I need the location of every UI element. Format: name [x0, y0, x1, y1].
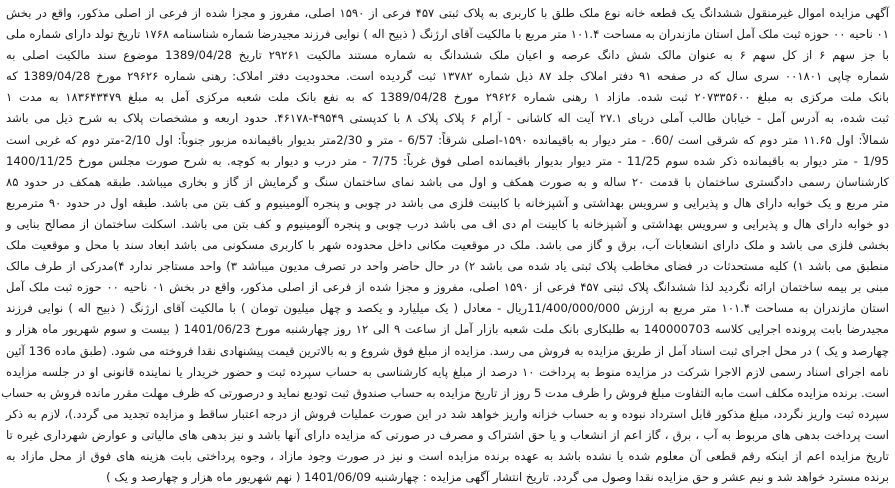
notice-line: شماره چاپی ۰۰۱۸۰۱ سری سال که در صفحه ۹۱ دفتر املاک جلد ۸۷ ذیل شماره ۱۳۷۸۲ ثبت گردیده است. محدودیت دفتر املاک: رهنی شماره ۲۹۶۲۶ مورخ 1389/04/28 که [6, 69, 889, 84]
notice-line: چهارصد و یک ) در محل اجرای ثبت اسناد آمل از طریق مزایده به فروش می رسد. مزایده از مبلغ فوق شروع و به بالاترین قیمت پیشنهادی نقدا فروخته می شود. (طبق ماده 136 آئین [6, 343, 889, 358]
notice-line: مبنی بر بیمه ساختمان ارائه نگردید لذا ششدانگ پلاک ثبتی ۴۵۷ فرعی از ۱۵۹۰ اصلی، مفروز و مجزا شده از فرعی از اصلی مذکور، واقع در بخش ۰۱ ناحیه ۰۰ حوزه ثبت ملک آمل [6, 280, 889, 295]
notice-line: بانک ملت مرکزی به مبلغ ۲۰۷۳۳۵۶۰۰ ثبت شده. مازاد ۱ رهنی شماره ۲۹۶۲۶ مورخ 1389/04/28 که به نفع بانک ملت شعبه مرکزی آمل به مبلغ ۱۸۳۶۴۳۴۷۹ به مدت ۱ [6, 90, 889, 105]
notice-line: کارشناسان رسمی دادگستری ساختمان با قدمت ۲۰ ساله و به صورت همکف و اول می باشد نمای ساختمان سنگ و گرمایش از گاز و بخاری میباشد. طبقه همکف در حدود ۸۵ [6, 174, 889, 189]
notice-line: متر مربع و یک خوابه دارای هال و پذیرایی و سرویس بهداشتی و آشپزخانه با کابینت فلزی می باشد در چوبی و پنجره آلومینیوم و کف بتن می باشد. طبقه اول در حدود ۹۰ مترمربع [6, 195, 890, 210]
notice-line: مجیدرضا بابت پرونده اجرایی کلاسه 140000703 به طلبکاری بانک ملت شعبه بازار آمل از ساعت ۹ الی ۱۲ روز چهارشنبه مورخ 1401/06/23 ( بیست و سوم شهریور ماه هزار و [6, 322, 889, 337]
notice-line: استان مازندران به مساحت ۱۰۱.۴ متر مربع به ارزش 11/400/000/000ریال - معادل ( یک میلیارد و یکصد و چهل میلیون تومان ) با مالکیت آقای ارژنگ ( ذبیح اله ) نوایی فرزند [6, 301, 889, 316]
notice-line: برنده مسترد خواهد شد و نیم عشر و حق مزایده نقدا وصول می گردد. تاریخ انتشار آگهی مزایده : چهارشنبه 1401/06/09 ( نهم شهریور ماه هزار و چهارصد و یک ) [106, 470, 889, 485]
notice-line: آگهی مزایده اموال غیرمنقول ششدانگ یک قطعه خانه نوع ملک طلق با کاربری به پلاک ثبتی ۴۵۷ فرعی از ۱۵۹۰ اصلی، مفروز و مجزا شده از فرعی از اصلی مذکور، واقع در بخش [6, 6, 889, 20]
notice-line: شمالاً: اول ۱۱.۶۵ متر دوم که شرقی است /60. - متر دیوار به باقیمانده ۱۵۹۰-اصلی شرقاً: 6/57 - متر و 2/30متر بدیوار باقیمانده مزبور جنوباً: اول 2/10-متر دوم که غربی است [6, 132, 889, 147]
notice-line: ثبت شده، به آدرس آمل - خیابان طالب آملی دریای ۲۷.۱ آیت اله کاشانی - آرام ۶ پلاک پلاک ۸ با کدپستی ۴۹۵۴۹-۴۶۱۷۸. حدود اربعه و مشخصات پلاک به شرح ذیل می باشد [6, 111, 889, 126]
notice-line: نامه اجرای اسناد رسمی لازم الاجرا شرکت در مزایده منوط به پرداخت ۱۰ درصد از مبلغ پایه کارشناسی به حساب سپرده ثبت و حضور خریدار یا نماینده قانونی او در جلسه مزایده [6, 364, 889, 379]
notice-line: است. برنده مزایده مکلف است مابه التفاوت مبلغ فروش را ظرف مدت 5 روز از تاریخ مزایده به حساب صندوق ثبت تودیع نماید و درصورتی که ظرف مهلت مقرر مانده فروش به حساب [1, 385, 889, 400]
notice-line: منطبق می باشد ۱) کلیه مستحدثات در فضای مخاطب پلاک ثبتی یاد شده می باشد ۲) در حال حاضر واحد در تصرف مدیون میباشد ۳) واحد مستاجر ندارد ۴)مدرکی از طرف مالک [6, 259, 889, 274]
notice-line: بخشی فلزی می باشد و ملک دارای انشعابات آب، برق و گاز می باشد. ملک در موقعیت مکانی داخل محدوده شهر با کاربری مسکونی می باشد ابعاد سند با محل و موقعیت ملک [6, 238, 889, 253]
notice-line: است پرداخت بدهی های مربوط به آب ، برق ، گاز اعم از انشعاب و یا حق اشتراک و مصرف در صورتی که مزایده دارای آنها باشد و نیز بدهی های مالیاتی و عوارض شهرداری غیره تا [6, 427, 889, 442]
notice-line: تاریخ مزایده اعم از اینکه رقم قطعی آن معلوم شده یا نشده باشد به عهده برنده مزایده است و نیز در صورت وجود مازاد ، وجوه پرداختی بابت هزینه های فوق از محل مازاد به [6, 448, 889, 463]
notice-line: 1/95 - متر دیوار به باقیمانده ذکر شده سوم 11/25 - متر دیوار بدیوار باقیمانده اصلی فوق غرباً: 7/75 - متر درب و دیوار به کوچه. به شرح صورت مجلس مورخ 1400/11/25 [6, 153, 889, 168]
notice-line: دو خوابه دارای هال و پذیرایی و سرویس بهداشتی و آشپزخانه با کابینت ام دی اف می باشد درب چوبی و پنجره آلومینیوم و کف بتن می باشد. اسکلت ساختمان از مصالح بنایی و [6, 216, 889, 231]
notice-line: با جز سهم ۶ از کل سهم ۶ به عنوان مالک شش دانگ عرصه و اعیان ملک ششدانگ به شماره مستند مالکیت ۲۹۲۶۱ تاریخ 1389/04/28 موضوع سند مالکیت اصلی به [6, 48, 890, 63]
notice-line: ۰۱ ناحیه ۰۰ حوزه ثبت ملک آمل استان مازندران به مساحت ۱۰۱.۴ متر مربع با مالکیت آقای ارژنگ ( ذبیح اله ) نوایی فرزند مجیدرضا شماره شناسنامه ۱۷۶۸ تاریخ تولد دارای شماره ملی [6, 27, 889, 42]
notice-line: سپرده ثبت واریز نگردد، مبلغ مذکور قابل استرداد نبوده و به حساب خزانه واریز خواهد شد در این صورت عملیات فروش از درجه اعتبار ساقط و مزایده تجدید می گردد.)، لازم به ذکر [6, 406, 889, 421]
